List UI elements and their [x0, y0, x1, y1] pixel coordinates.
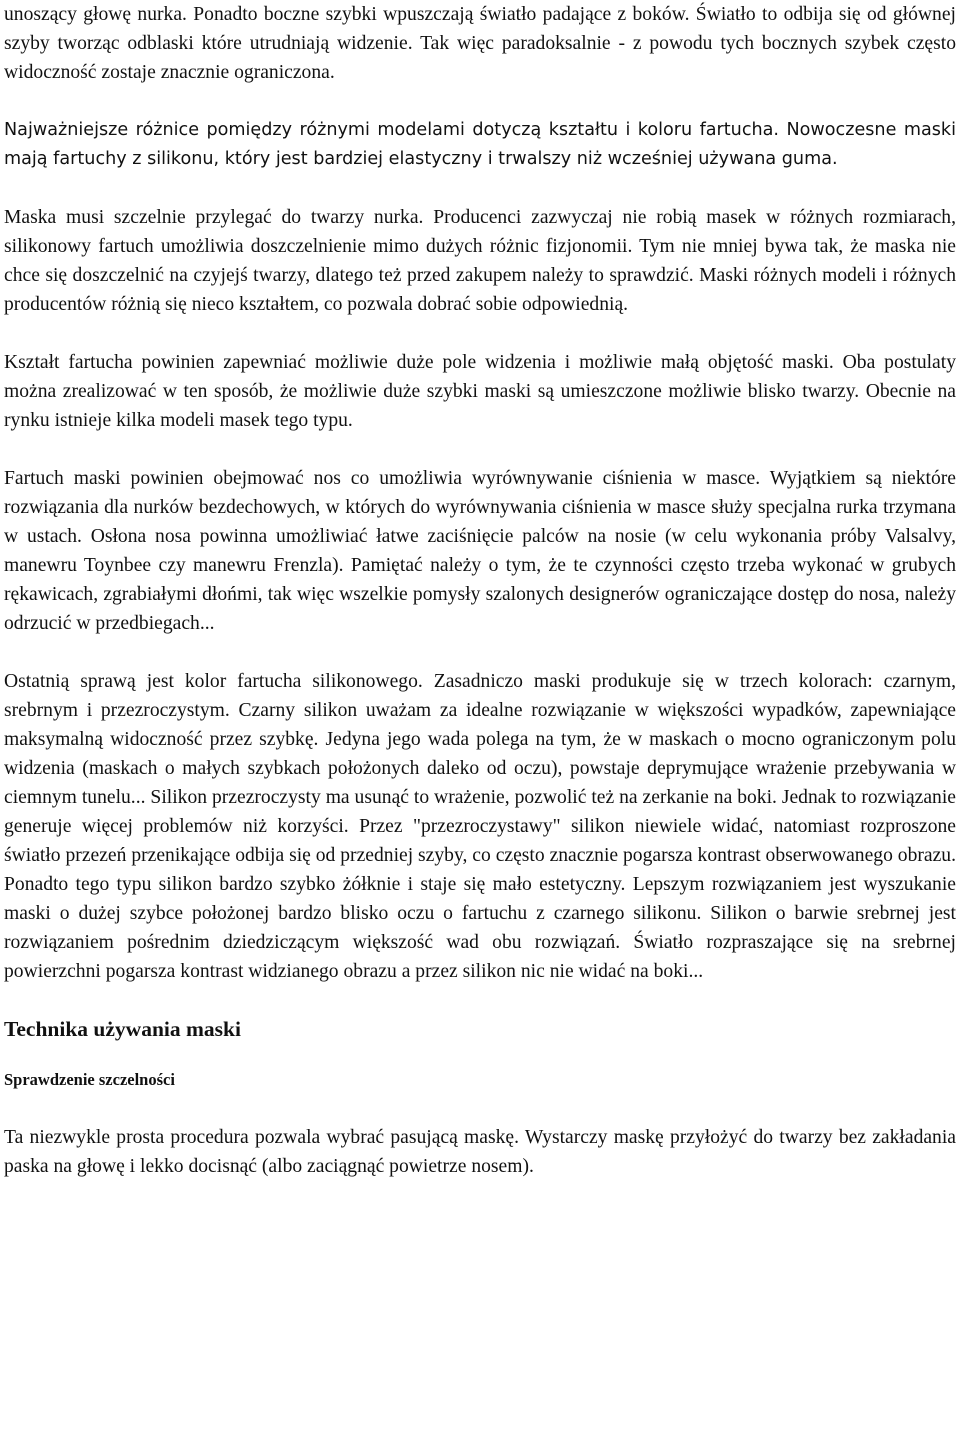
paragraph-fit: Maska musi szczelnie przylegać do twarzy nurka. Producenci zazwyczaj nie robią masek w różnych rozmiarach, silikonowy fartuch umożliwia doszczelnienie mimo dużych różnic fizjonomii. Tym nie mniej bywa tak, że maska nie chce się doszczelnić na czyjejś twarzy, dlatego też przed zakupem należy to sprawdzić. Maski różnych modeli i różnych producentów różnią się nieco kształtem, co pozwala dobrać sobie odpowiednią.: [4, 207, 956, 315]
paragraph-nose-pocket: Fartuch maski powinien obejmować nos co umożliwia wyrównywanie ciśnienia w masce. Wyjątkiem są niektóre rozwiązania dla nurków bezdechowych, w których do wyrównywania ciśnienia w masce służy specjalna rurka trzymana w ustach. Osłona nosa powinna umożliwiać łatwe zaciśnięcie palców na nosie (w celu wykonania próby Valsalvy, manewru Toynbee czy manewru Frenzla). Pamiętać należy o tym, że te czynności często trzeba wykonać w grubych rękawicach, zgrabiałymi dłońmi, tak więc wszelkie pomysły szalonych designerów ograniczające dostęp do nosa, należy odrzucić w przedbiegach...: [4, 468, 956, 634]
paragraph-skirt-shape: Kształt fartucha powinien zapewniać możliwie duże pole widzenia i możliwie małą objętość maski. Oba postulaty można zrealizować w ten sposób, że możliwie duże szybki maski są umieszczone możliwie blisko twarzy. Obecnie na rynku istnieje kilka modeli masek tego typu.: [4, 352, 956, 431]
paragraph-skirt-color: Ostatnią sprawą jest kolor fartucha silikonowego. Zasadniczo maski produkuje się w trzech kolorach: czarnym, srebrnym i przezroczystym. Czarny silikon uważam za idealne rozwiązanie w większości wypadków, zapewniające maksymalną widoczność przez szybkę. Jedyna jego wada polega na tym, że w maskach o mocno ograniczonym polu widzenia (maskach o małych szybkach położonych daleko od oczu), powstaje deprymujące wrażenie przebywania w ciemnym tunelu... Silikon przezroczysty ma usunąć to wrażenie, pozwolić też na zerkanie na boki. Jednak to rozwiązanie generuje więcej problemów niż korzyści. Przez "przezroczystawy" silikon niewiele widać, natomiast rozproszone światło przezeń przenikające odbija się od przedniej szyby, co często znacznie pogarsza kontrast obserwowanego obrazu. Ponadto tego typu silikon bardzo szybko żółknie i staje się mało estetyczny. Lepszym rozwiązaniem jest wyszukanie maski o dużej szybce położonej bardzo blisko oczu o fartuchu z czarnego silikonu. Silikon o barwie srebrnej jest rozwiązaniem pośrednim dziedziczącym większość wad obu rozwiązań. Światło rozpraszające się na srebrnej powierzchni pogarsza kontrast widzianego obrazu a przez silikon nic nie widać na boki...: [4, 671, 956, 982]
paragraph-seal-check: Ta niezwykle prosta procedura pozwala wybrać pasującą maskę. Wystarczy maskę przyłożyć do twarzy bez zakładania paska na głowę i lekko docisnąć (albo zaciągnąć powietrze nosem).: [4, 1127, 956, 1177]
paragraph-continuation: unoszący głowę nurka. Ponadto boczne szybki wpuszczają światło padające z boków. Światło to odbija się od głównej szyby tworząc odblaski które utrudniają widzenie. Tak więc paradoksalnie - z powodu tych bocznych szybek często widoczność zostaje znacznie ograniczona.: [4, 4, 956, 83]
document-page: [4, 0, 956, 1181]
subsection-heading: Sprawdzenie szczelności: [4, 1070, 175, 1089]
section-heading: Technika używania maski: [4, 1017, 241, 1041]
paragraph-skirt-differences: Najważniejsze różnice pomiędzy różnymi modelami dotyczą kształtu i koloru fartucha. Nowoczesne maski mają fartuchy z silikonu, który jest bardziej elastyczny i trwalszy niż wcześniej używana guma.: [4, 120, 956, 169]
